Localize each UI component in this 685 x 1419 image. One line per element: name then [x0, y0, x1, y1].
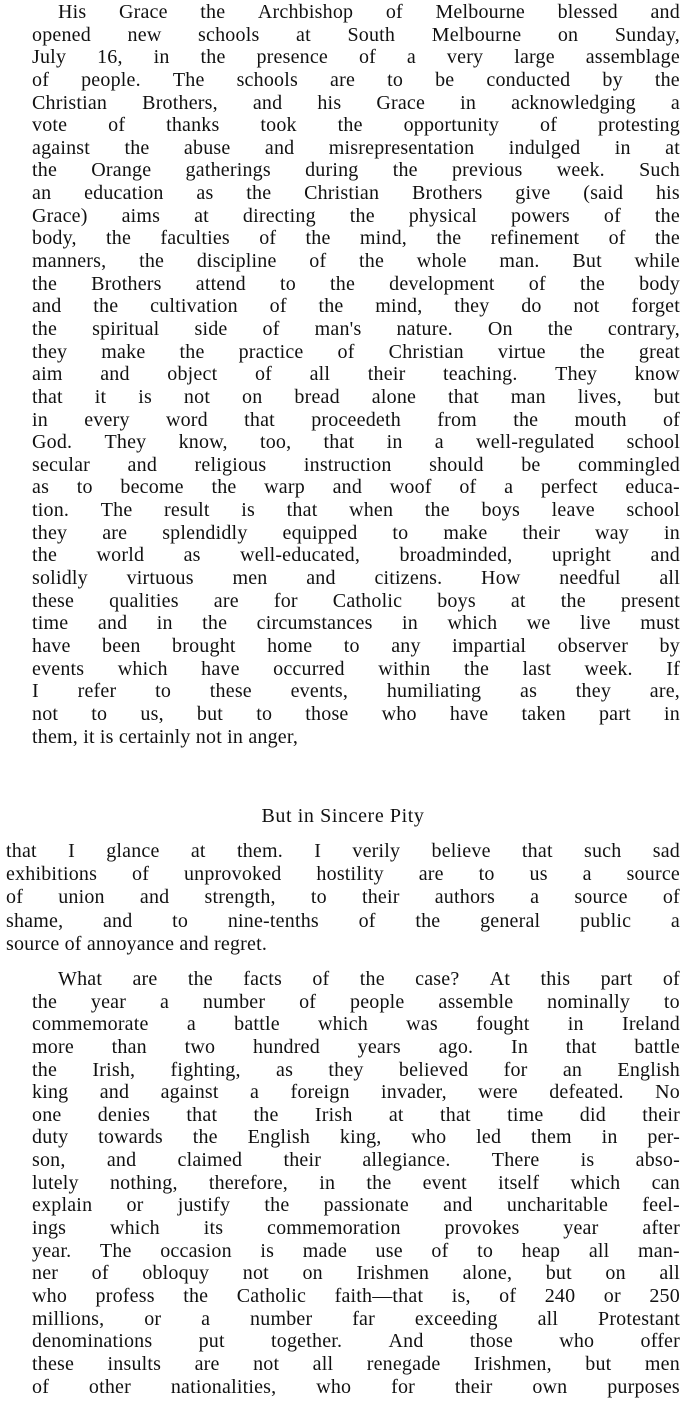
- text-line: manners, the discipline of the whole man. But while: [32, 250, 680, 273]
- text-line: and the cultivation of the mind, they do not forget: [32, 295, 680, 318]
- text-line: against the abuse and misrepresentation indulged in at: [32, 136, 680, 159]
- text-line: tion. The result is that when the boys leave school: [32, 499, 680, 522]
- text-line: these insults are not all renegade Irishmen, but men: [32, 1352, 680, 1375]
- text-line: they make the practice of Christian virtue the great: [32, 340, 680, 363]
- text-line: of other nationalities, who for their own purposes: [32, 1375, 680, 1398]
- text-line: opened new schools at South Melbourne on Sunday,: [32, 23, 680, 46]
- text-line: the year a number of people assemble nominally to: [32, 990, 680, 1013]
- text-line: that I glance at them. I verily believe that such sad: [6, 840, 680, 862]
- text-line: shame, and to nine-tenths of the general public a: [6, 909, 680, 932]
- text-line: denominations put together. And those who offer: [32, 1330, 680, 1353]
- text-line: them, it is certainly not in anger,: [32, 725, 299, 748]
- section-subheading: But in Sincere Pity: [261, 805, 425, 827]
- paragraph-opening: [6, 1, 680, 748]
- text-line: ner of obloquy not on Irishmen alone, but on all: [32, 1262, 680, 1285]
- text-line: that it is not on bread alone that man lives, but: [32, 385, 680, 408]
- text-line: the spiritual side of man's nature. On the contrary,: [32, 317, 680, 340]
- text-line: I refer to these events, humiliating as they are,: [32, 680, 680, 703]
- text-line: not to us, but to those who have taken part in: [32, 702, 680, 725]
- text-line: these qualities are for Catholic boys at the present: [32, 589, 680, 612]
- text-line: explain or justify the passionate and uncharitable feel-: [32, 1194, 680, 1217]
- text-line: have been brought home to any impartial observer by: [32, 634, 680, 657]
- text-line: Grace) aims at directing the physical powers of the: [32, 204, 680, 227]
- text-line: duty towards the English king, who led them in per-: [32, 1126, 680, 1149]
- text-line: time and in the circumstances in which we live must: [32, 612, 680, 635]
- text-line: body, the faculties of the mind, the refinement of the: [32, 227, 680, 250]
- text-line: What are the facts of the case? At this part of: [58, 968, 680, 990]
- text-line: the Irish, fighting, as they believed for an English: [32, 1058, 680, 1081]
- text-line: solidly virtuous men and citizens. How needful all: [32, 567, 680, 590]
- text-line: one denies that the Irish at that time did their: [32, 1103, 680, 1126]
- text-line: exhibitions of unprovoked hostility are to us a source: [6, 863, 680, 886]
- text-line: son, and claimed their allegiance. There is abso-: [32, 1149, 680, 1172]
- text-line: Christian Brothers, and his Grace in acknowledging a: [32, 91, 680, 114]
- text-line: source of annoyance and regret.: [6, 932, 268, 955]
- text-line: His Grace the Archbishop of Melbourne blessed and: [58, 1, 680, 23]
- text-line: in every word that proceedeth from the mouth of: [32, 408, 680, 431]
- text-line: secular and religious instruction should be commingled: [32, 453, 680, 476]
- text-line: the Orange gatherings during the previous week. Such: [32, 159, 680, 182]
- text-line: year. The occasion is made use of to heap all man-: [32, 1239, 680, 1262]
- text-line: who profess the Catholic faith—that is, of 240 or 250: [32, 1284, 680, 1307]
- text-line: vote of thanks took the opportunity of protesting: [32, 114, 680, 137]
- text-line: the Brothers attend to the development of the body: [32, 272, 680, 295]
- text-line: they are splendidly equipped to make their way in: [32, 521, 680, 544]
- text-line: lutely nothing, therefore, in the event itself which can: [32, 1171, 680, 1194]
- text-line: God. They know, too, that in a well-regulated school: [32, 431, 680, 454]
- text-line: an education as the Christian Brothers give (said his: [32, 182, 680, 205]
- text-line: as to become the warp and woof of a perfect educa-: [32, 476, 680, 499]
- text-line: commemorate a battle which was fought in Ireland: [32, 1013, 680, 1036]
- text-line: millions, or a number far exceeding all Protestant: [32, 1307, 680, 1330]
- text-line: more than two hundred years ago. In that battle: [32, 1035, 680, 1058]
- text-line: of union and strength, to their authors a source of: [6, 886, 680, 909]
- text-line: aim and object of all their teaching. They know: [32, 363, 680, 386]
- text-line: July 16, in the presence of a very large assemblage: [32, 46, 680, 69]
- text-line: ings which its commemoration provokes year after: [32, 1217, 680, 1240]
- paragraph-facts: [6, 968, 680, 1398]
- text-line: the world as well-educated, broadminded, upright and: [32, 544, 680, 567]
- text-line: events which have occurred within the last week. If: [32, 657, 680, 680]
- text-line: king and against a foreign invader, were defeated. No: [32, 1081, 680, 1104]
- paragraph-continuation: [6, 840, 680, 956]
- text-line: of people. The schools are to be conducted by the: [32, 68, 680, 91]
